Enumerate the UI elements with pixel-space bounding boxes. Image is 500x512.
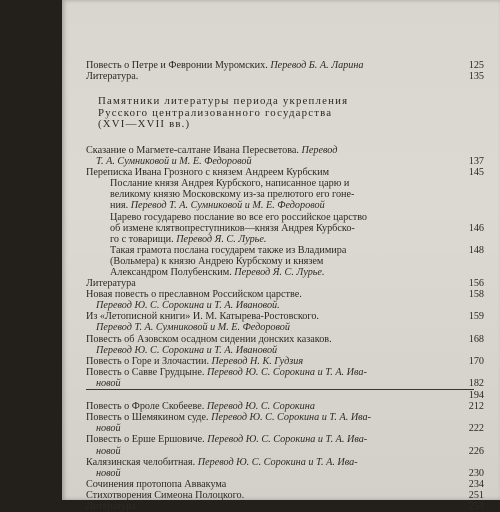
toc-entry-petr-fevronia bbox=[86, 60, 484, 71]
toc-entry-literature-1 bbox=[86, 71, 484, 82]
toc-entry-page-194 bbox=[86, 390, 484, 401]
entry-translator: Перевод Т. А. Сумниковой и М. Е. Федоровой bbox=[130, 200, 325, 212]
entry-title: Сочинения протопопа Аввакума bbox=[86, 478, 227, 490]
toc-entry-yersh bbox=[86, 434, 484, 445]
entry-translator: Перевод Н. К. Гудзия bbox=[211, 355, 304, 367]
entry-translator: новой bbox=[96, 445, 121, 457]
toc-entry-katyrev-cont bbox=[86, 322, 484, 333]
entry-title: Сказание о Магмете-салтане Ивана Пересветова. bbox=[86, 144, 299, 156]
entry-page: 234 bbox=[468, 478, 484, 490]
kurbsky-letter-2-line-3: го с товарищи. Перевод Я. С. Лурье. bbox=[110, 233, 267, 245]
toc-entry-frol bbox=[86, 401, 484, 412]
entry-title: Повесть о Савве Грудцыне. bbox=[86, 366, 205, 378]
kurbsky-letter-1-line-3: ния. Перевод Т. А. Сумниковой и М. Е. Федоровой bbox=[110, 200, 325, 212]
book-page bbox=[62, 0, 500, 512]
entry-translator: Перевод Ю. С. Сорокина и Т. А. Ива- bbox=[206, 366, 367, 378]
entry-page: 253 bbox=[468, 500, 484, 512]
entry-title: Повесть о Петре и Февронии Муромских. bbox=[86, 60, 268, 71]
entry-page: 182 bbox=[468, 377, 484, 389]
kurbsky-letter-3-line-1: Такая грамота послана государем также из Владимира 148 bbox=[110, 244, 484, 256]
entry-page: 137 bbox=[468, 156, 484, 168]
toc-entry-kalyazin bbox=[86, 457, 484, 468]
toc-entry-novaya-povest bbox=[86, 289, 484, 300]
entry-translator: Перевод Ю. С. Сорокина и Т. А. Ива- bbox=[207, 434, 368, 446]
toc-entry-azov-cont bbox=[86, 345, 484, 356]
entry-page: 135 bbox=[468, 71, 484, 83]
entry-page: 125 bbox=[468, 60, 484, 71]
section-heading-line-3: (XVI—XVII вв.) bbox=[98, 118, 191, 131]
toc-entry-yersh-cont bbox=[86, 446, 484, 457]
section-heading-line-2: Русского централизованного государства bbox=[98, 106, 333, 119]
entry-page: 146 bbox=[468, 222, 484, 234]
section-heading-line-1: Памятники литературы периода укрепления bbox=[98, 95, 349, 108]
kurbsky-letter-2-line-2: об измене клятвопреступников—князя Андрея Курбско- 146 bbox=[110, 222, 484, 234]
toc-entry-simeon bbox=[86, 490, 484, 501]
entry-page: 156 bbox=[468, 278, 484, 290]
entry-page: 158 bbox=[468, 289, 484, 301]
entry-page: 194 bbox=[468, 390, 484, 402]
entry-page: 230 bbox=[468, 467, 484, 479]
entry-page: 168 bbox=[468, 333, 484, 345]
entry-translator: Перевод Ю. С. Сорокина и Т. А. Ива- bbox=[197, 456, 358, 468]
toc-entry-katyrev bbox=[86, 311, 484, 322]
entry-title: Стихотворения Симеона Полоцкого. bbox=[86, 489, 245, 501]
entry-translator: Перевод Ю. С. Сорокина bbox=[206, 401, 315, 413]
entry-translator: Перевод Б. А. Ларина bbox=[270, 60, 364, 71]
entry-title: Повесть о Фроле Скобееве. bbox=[86, 401, 205, 413]
entry-page: 170 bbox=[468, 355, 484, 367]
entry-translator: Перевод Ю. С. Сорокина и Т. А. Ивановой bbox=[96, 344, 278, 356]
toc-entry-magmet bbox=[86, 145, 484, 156]
entry-page: 148 bbox=[468, 244, 484, 256]
entry-translator: Перевод bbox=[301, 144, 338, 156]
toc-entry-kalyazin-cont bbox=[86, 468, 484, 479]
entry-title: Повесть о Ерше Ершовиче. bbox=[86, 434, 205, 446]
entry-title: Новая повесть о преславном Российском царстве. bbox=[86, 289, 302, 301]
kurbsky-letter-1-line-1: Послание князя Андрея Курбского, написанное царю и bbox=[110, 178, 350, 190]
entry-title: Повесть о Шемякином суде. bbox=[86, 412, 209, 424]
kurbsky-letter-1-line-2: великому князю Московскому из-за прелютого его гоне- bbox=[110, 189, 355, 201]
entry-translator: Перевод Я. С. Лурье. bbox=[176, 233, 267, 245]
toc-entry-shemyaka bbox=[86, 412, 484, 423]
entry-translator: новой bbox=[96, 377, 121, 389]
entry-title: Из «Летописной книги» И. М. Катырева-Ростовского. bbox=[86, 311, 319, 323]
entry-title: Литература. bbox=[86, 71, 139, 83]
kurbsky-letter-3-line-3: Александром Полубенским. Перевод Я. С. Лурье. bbox=[110, 267, 325, 278]
entry-translator: Т. А. Сумниковой и М. Е. Федоровой bbox=[96, 156, 252, 168]
entry-translator: новой bbox=[96, 467, 121, 479]
entry-translator: Перевод Т. А. Сумниковой и М. Е. Федоровой bbox=[96, 322, 290, 334]
entry-translator: Перевод Ю. С. Сорокина и Т. А. Ивановой. bbox=[96, 300, 280, 312]
entry-title: Повесть об Азовском осадном сидении донских казаков. bbox=[86, 333, 332, 345]
toc-entry-literature-2 bbox=[86, 278, 484, 289]
entry-page: 159 bbox=[468, 311, 484, 323]
entry-page: 222 bbox=[468, 423, 484, 435]
toc-entry-azov bbox=[86, 334, 484, 345]
toc-entry-gore bbox=[86, 356, 484, 367]
kurbsky-letter-3-line-2: (Вольмера) к князю Андрею Курбскому и князем bbox=[110, 255, 324, 267]
toc-entry-novaya-povest-cont bbox=[86, 300, 484, 311]
entry-page: 251 bbox=[468, 489, 484, 501]
entry-translator: Перевод Я. С. Лурье. bbox=[234, 267, 325, 278]
toc-entry-shemyaka-cont bbox=[86, 423, 484, 434]
entry-page: 145 bbox=[468, 167, 484, 179]
entry-title: Повесть о Горе и Злочастии. bbox=[86, 355, 209, 367]
table-of-contents bbox=[86, 60, 484, 512]
entry-page: 212 bbox=[468, 401, 484, 413]
entry-title: Литература. bbox=[86, 500, 139, 512]
toc-entry-avvakum bbox=[86, 479, 484, 490]
toc-entry-savva bbox=[86, 367, 484, 378]
toc-entry-literature-3 bbox=[86, 501, 484, 512]
entry-title: Переписка Ивана Грозного с князем Андреем Курбским bbox=[86, 167, 330, 179]
entry-translator: Перевод Ю. С. Сорокина и Т. А. Ива- bbox=[211, 412, 372, 424]
kurbsky-letter-2-line-1: Царево государево послание во все его российское царство bbox=[110, 211, 368, 223]
entry-page: 226 bbox=[468, 445, 484, 457]
toc-entry-perepiska bbox=[86, 167, 484, 178]
entry-title: Литература bbox=[86, 278, 136, 290]
toc-entry-savva-cont bbox=[86, 378, 484, 389]
entry-title: Калязинская челобитная. bbox=[86, 456, 196, 468]
toc-entry-magmet-cont bbox=[86, 156, 484, 167]
entry-translator: новой bbox=[96, 423, 121, 435]
